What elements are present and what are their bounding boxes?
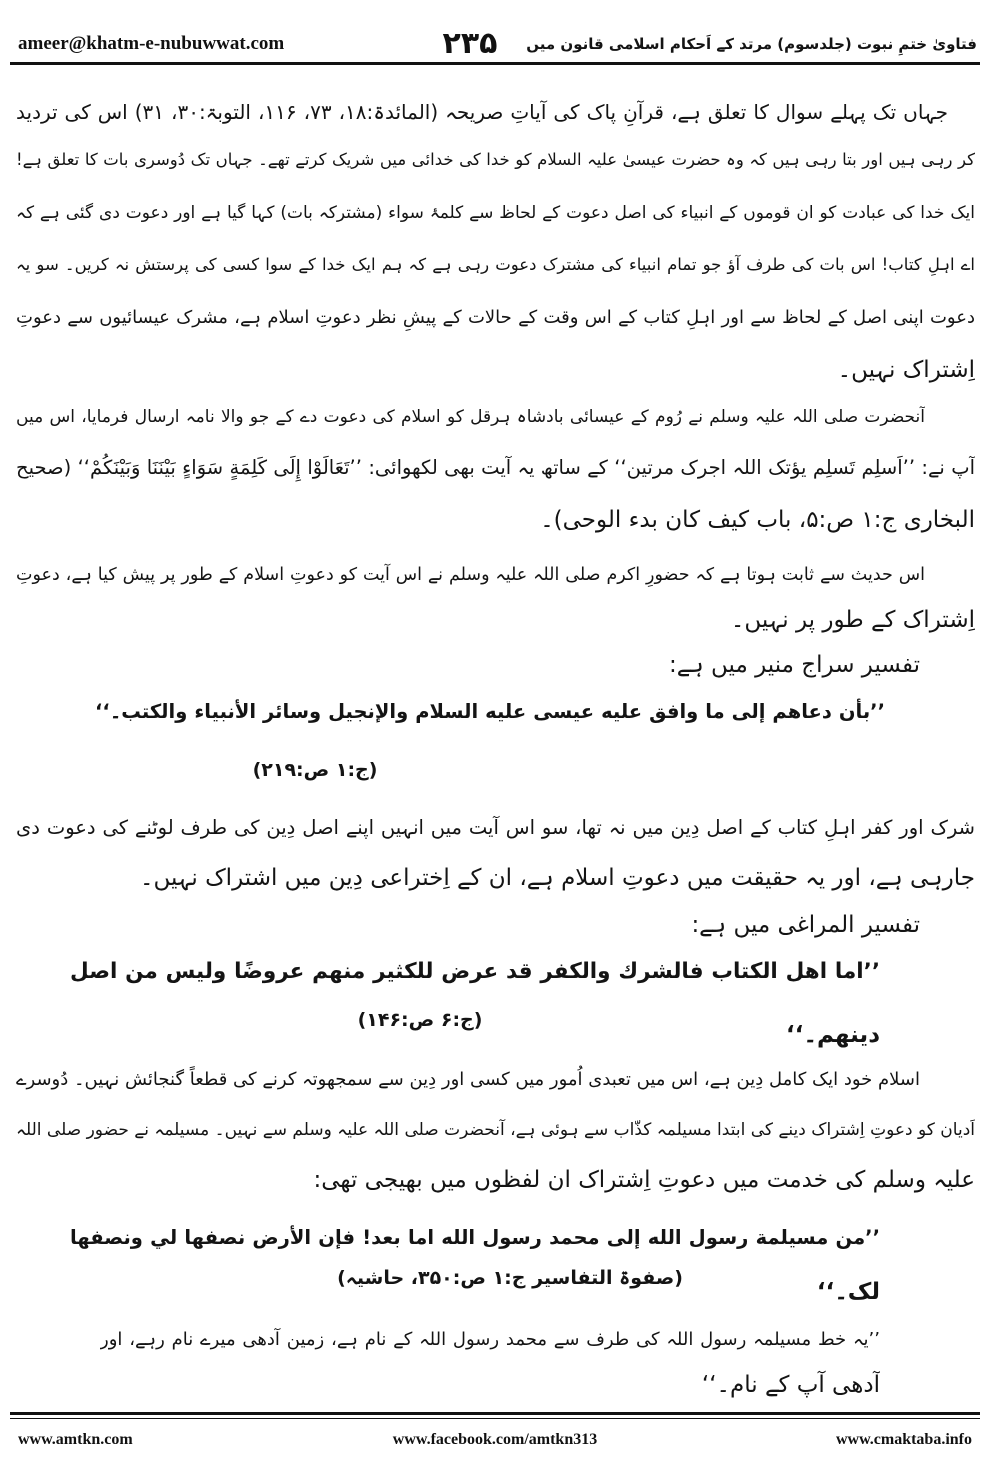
translation-line: آدھی آپ کے نام۔‘‘: [701, 1372, 880, 1398]
paragraph-line: اے اہلِ کتاب! اس بات کی طرف آؤ جو تمام انبیاء کی مشترک دعوت رہی ہے کہ ہم ایک خدا کے سوا کسی کی پرستش نہ کریں۔ سو یہ: [16, 255, 975, 274]
section-intro-line: تفسیر سراج منیر میں ہے:: [669, 652, 920, 678]
paragraph-line: اس حدیث سے ثابت ہوتا ہے کہ حضورِ اکرم صلی اللہ علیہ وسلم نے اس آیت کو دعوتِ اسلام کے طور پر پیش کیا ہے، دعوتِ: [16, 565, 925, 585]
quote-line: دينهم۔‘‘: [786, 1022, 880, 1048]
paragraph-line: آپ نے: ’’اَسلِم تَسلِم یؤتک اللہ اجرک مرتین‘‘ کے ساتھ یہ آیت بھی لکھوائی: ’’تَعَالَوْا إِلَى كَلِمَةٍ سَوَاءٍ بَيْنَنَا وَبَيْنَكُمْ‘‘ (صحیح: [16, 456, 975, 479]
translation-line: ’’یہ خط مسیلمہ رسول اللہ کی طرف سے محمد رسول اللہ کے نام ہے، زمین آدھی میرے نام رہے، اور: [100, 1329, 880, 1350]
paragraph-line: علیہ وسلم کی خدمت میں دعوتِ اِشتراک ان لفظوں میں بھیجی تھی:: [313, 1167, 975, 1193]
footer-website-left: www.amtkn.com: [18, 1431, 133, 1448]
header-rule: [10, 62, 980, 65]
quote-line: ’’من مسيلمة رسول الله إلى محمد رسول الله اما بعد! فإن الأرض نصفها لي ونصفها: [70, 1226, 880, 1249]
paragraph-line: البخاری ج:۱ ص:۵، باب کیف کان بدء الوحی)۔: [540, 507, 975, 533]
footer-rule-thin: [10, 1418, 980, 1419]
footer-rule: [10, 1412, 980, 1415]
quote-line: لک۔‘‘: [816, 1279, 880, 1305]
header-title: فتاویٰ ختمِ نبوت (جلدسوم) مرتد کے اَحکام اسلامی قانون میں: [526, 35, 977, 53]
footer-website-right: www.cmaktaba.info: [835, 1431, 972, 1448]
paragraph-line: جہاں تک پہلے سوال کا تعلق ہے، قرآنِ پاک کی آیاتِ صریحہ (المائدۃ:۱۸، ۷۳، ۱۱۶، التوبۃ:۳۰، ۳۱) اس کی تردید: [16, 100, 948, 124]
quote-line: ’’اما اهل الكتاب فالشرك والكفر قد عرض للكثير منهم عروضًا وليس من اصل: [70, 959, 880, 984]
reference-citation: (ج:۱ ص:۲۱۹): [252, 759, 378, 781]
reference-citation: (صفوۃ التفاسیر ج:۱ ص:۳۵۰، حاشیہ): [337, 1267, 683, 1289]
page-number: ۲۳۵: [442, 26, 498, 61]
reference-citation: (ج:۶ ص:۱۴۶): [357, 1009, 483, 1031]
header-email: ameer@khatm-e-nubuwwat.com: [18, 33, 285, 54]
paragraph-line: اسلام خود ایک کامل دِین ہے، اس میں تعبدی اُمور میں کسی اور دِین سے سمجھوتہ کرنے کی قطعاً گنجائش نہیں۔ دُوسرے: [16, 1069, 920, 1090]
paragraph-line: کر رہی ہیں اور بتا رہی ہیں کہ وہ حضرت عیسیٰ علیہ السلام کو خدا کی خدائی میں شریک کرتے تھے۔ جہاں تک دُوسری بات کا تعلق ہے!: [16, 150, 975, 169]
section-intro-line: تفسیر المراغی میں ہے:: [691, 912, 920, 938]
paragraph-line: شرک اور کفر اہلِ کتاب کے اصل دِین میں نہ تھا، سو اس آیت میں انہیں اپنے اصل دِین کی طرف لوٹنے کی دعوت دی: [16, 816, 975, 839]
paragraph-line: جارہی ہے، اور یہ حقیقت میں دعوتِ اسلام ہے، ان کے اِختراعی دِین میں اشتراک نہیں۔: [139, 865, 975, 891]
paragraph-line: اِشتراک کے طور پر نہیں۔: [730, 607, 975, 633]
footer-website-center: www.facebook.com/amtkn313: [392, 1431, 598, 1448]
paragraph-line: آنحضرت صلی اللہ علیہ وسلم نے رُوم کے عیسائی بادشاہ ہرقل کو اسلام کی دعوت دے کے جو والا نامہ ارسال فرمایا، اس میں: [16, 407, 925, 427]
paragraph-line: دعوت اپنی اصل کے لحاظ سے اور اہلِ کتاب کے اس وقت کے حالات کے پیشِ نظر دعوتِ اسلام ہے، مشرک عیسائیوں سے دعوتِ: [16, 307, 975, 328]
paragraph-line: اَدیان کو دعوتِ اِشتراک دینے کی ابتدا مسیلمہ کذّاب سے ہوئی ہے، آنحضرت صلی اللہ علیہ وسلم سے نہیں۔ مسیلمہ نے حضور صلی اللہ: [16, 1120, 975, 1140]
paragraph-line: اِشتراک نہیں۔: [837, 357, 975, 383]
paragraph-line: ایک خدا کی عبادت کو ان قوموں کے انبیاء کی اصل دعوت کے لحاظ سے کلمۂ سواء (مشترکہ بات) کہا گیا ہے اور دعوت دی گئی ہے کہ: [16, 203, 975, 223]
quote-line: ’’بأن دعاهم إلى ما وافق عليه عيسى عليه السلام والإنجيل وسائر الأنبياء والكتب۔‘‘: [95, 700, 885, 723]
